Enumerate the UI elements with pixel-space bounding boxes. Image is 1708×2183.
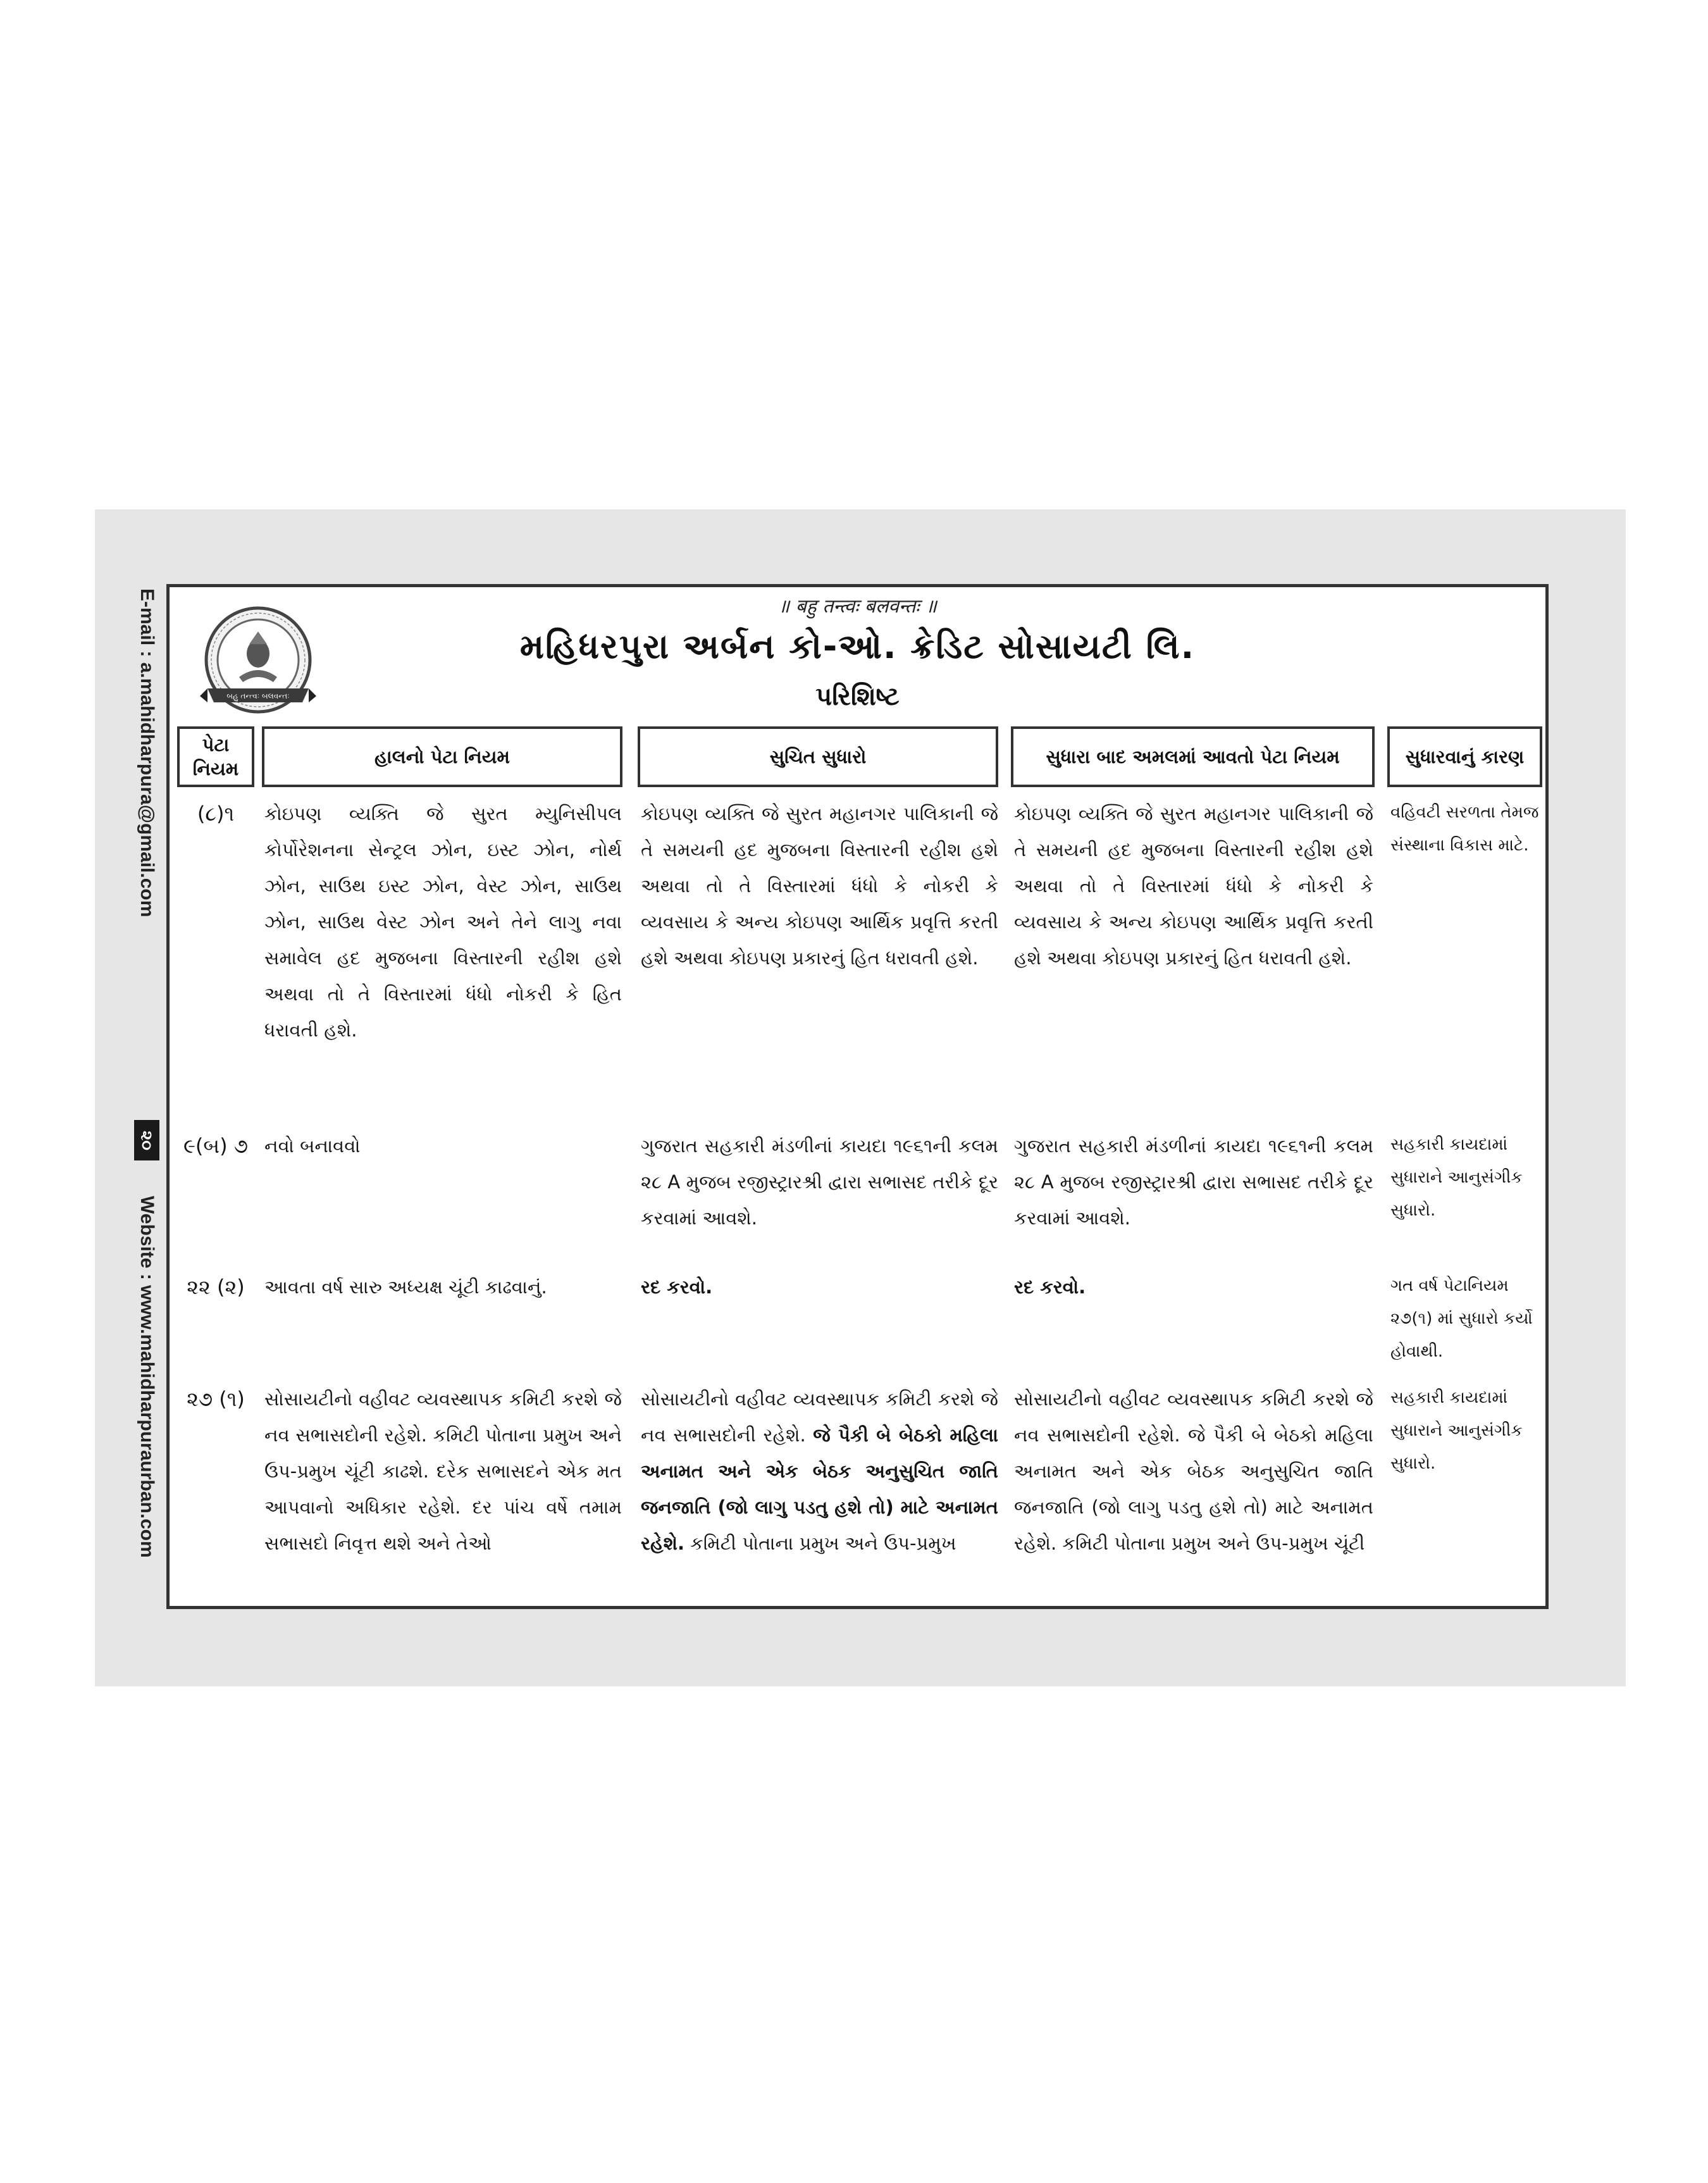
row-after-amendment: સોસાયટીનો વહીવટ વ્યવસ્થાપક કમિટી કરશે જે નવ સભાસદોની રહેશે. જે પૈકી બે બેઠકો મહિલા અનામત અને એક બેઠક અનુસુચિત જાતિ જનજાતિ (જો લાગુ પડતુ હશે તો) માટે અનામત રહેશે. કમિટી પોતાના પ્રમુખ અને ઉપ-પ્રમુખ ચૂંટી (1014, 1388, 1373, 1554)
row-reason: ગત વર્ષ પેટાનિયમ ૨૭(૧) માં સુધારો કર્યો હોવાથી. (1390, 1276, 1533, 1361)
row-proposed: ગુજરાત સહકારી મંડળીનાં કાયદા ૧૯૬૧ની કલમ ૨૮ A મુજબ રજીસ્ટ્રારશ્રી દ્વારા સભાસદ તરીકે દૂર કરવામાં આવશે. (641, 1135, 998, 1229)
header-proposed: સુચિત સુધારો (638, 726, 998, 787)
row-rule-no: (૮)૧ (197, 802, 235, 826)
header-after-amendment: સુધારા બાદ અમલમાં આવતો પેટા નિયમ (1011, 726, 1375, 787)
row-proposed: કોઇપણ વ્યક્તિ જે સુરત મહાનગર પાલિકાની જે તે સમયની હદ મુજબના વિસ્તારની રહીશ હશે અથવા તો તે વિસ્તારમાં ધંધો કે નોકરી કે વ્યવસાય કે અન્ય કોઇપણ આર્થિક પ્રવૃત્તિ કરતી હશે અથવા કોઇપણ પ્રકારનું હિત ધરાવતી હશે. (641, 803, 998, 969)
row-rule-no: ૨૭ (૧) (187, 1387, 245, 1411)
proposed-text-bold: જે પૈકી બે બેઠકો મહિલા અનામત અને એક બેઠક અનુસુચિત જાતિ જનજાતિ (જો લાગુ પડતુ હશે તો) માટે અનામત રહેશે. (641, 1424, 998, 1554)
logo-caption: બહુ તન્ત્વઃ બલવન્તઃ (226, 692, 290, 700)
document-frame (166, 584, 1549, 1609)
row-reason: સહકારી કાયદામાં સુધારાને આનુસંગીક સુધારો. (1390, 1388, 1523, 1473)
row-current-rule: કોઇપણ વ્યક્તિ જે સુરત મ્યુનિસીપલ કોર્પોરેશનના સેન્ટ્રલ ઝોન, ઇસ્ટ ઝોન, નોર્થ ઝોન, સાઉથ ઇસ્ટ ઝોન, વેસ્ટ ઝોન, સાઉથ ઝોન, સાઉથ વેસ્ટ ઝોન અને તેને લાગુ નવા સમાવેલ હદ મુજબના વિસ્તારની રહીશ હશે અથવા તો તે વિસ્તારમાં ધંધો નોકરી કે હિત ધરાવતી હશે. (264, 803, 622, 1041)
row-current-rule: આવતા વર્ષ સારુ અધ્યક્ષ ચૂંટી કાઢવાનું. (264, 1276, 547, 1298)
email-text: E-mail : a.mahidharpura@gmail.com (137, 588, 158, 917)
row-reason: વહિવટી સરળતા તેમજ સંસ્થાના વિકાસ માટે. (1390, 803, 1539, 855)
organization-name: મહિધરપુરા અર્બન કો-ઓ. ક્રેડિટ સોસાયટી લિ. (519, 626, 1196, 666)
row-current-rule: નવો બનાવવો (264, 1135, 361, 1157)
page-number: ૨૦ (134, 1120, 159, 1160)
header-current-rule: હાલનો પેટા નિયમ (262, 726, 622, 787)
header-rule-no: પેટા નિયમ (177, 726, 254, 787)
row-after-amendment: કોઇપણ વ્યક્તિ જે સુરત મહાનગર પાલિકાની જે તે સમયની હદ મુજબના વિસ્તારની રહીશ હશે અથવા તો તે વિસ્તારમાં ધંધો કે નોકરી કે વ્યવસાય કે અન્ય કોઇપણ આર્થિક પ્રવૃત્તિ કરતી હશે અથવા કોઇપણ પ્રકારનું હિત ધરાવતી હશે. (1014, 803, 1373, 969)
proposed-text-start: સોસાયટીનો વહીવટ વ્યવસ્થાપક કમિટી કરશે જે નવ સભાસદોની રહેશે. (641, 1388, 998, 1446)
row-after-amendment: ગુજરાત સહકારી મંડળીનાં કાયદા ૧૯૬૧ની કલમ ૨૮ A મુજબ રજીસ્ટ્રારશ્રી દ્વારા સભાસદ તરીકે દૂર કરવામાં આવશે. (1014, 1135, 1373, 1229)
row-proposed (641, 1381, 998, 1562)
header-reason: સુધારવાનું કારણ (1387, 726, 1542, 787)
row-rule-no: ૯(બ) ૭ (183, 1134, 249, 1158)
row-after-amendment: રદ કરવો. (1014, 1276, 1086, 1298)
row-current-rule: સોસાયટીનો વહીવટ વ્યવસ્થાપક કમિટી કરશે જે નવ સભાસદોની રહેશે. કમિટી પોતાના પ્રમુખ અને ઉપ-પ્રમુખ ચૂંટી કાઢશે. દરેક સભાસદને એક મત આપવાનો અધિકાર રહેશે. દર પાંચ વર્ષે તમામ સભાસદો નિવૃત્ત થશે અને તેઓ (264, 1388, 622, 1554)
row-proposed: રદ કરવો. (641, 1276, 713, 1298)
website-text: Website : www.mahidharpuraurban.com (137, 1196, 158, 1558)
row-reason: સહકારી કાયદામાં સુધારાને આનુસંગીક સુધારો. (1390, 1135, 1523, 1220)
motto: ॥ बहु तन्त्वः बलवन्तः ॥ (778, 595, 937, 618)
appendix-title: પરિશિષ્ટ (815, 682, 900, 711)
row-rule-no: ૨૨ (૨) (187, 1275, 245, 1299)
proposed-text-end: કમિટી પોતાના પ્રમુખ અને ઉપ-પ્રમુખ (684, 1533, 956, 1554)
